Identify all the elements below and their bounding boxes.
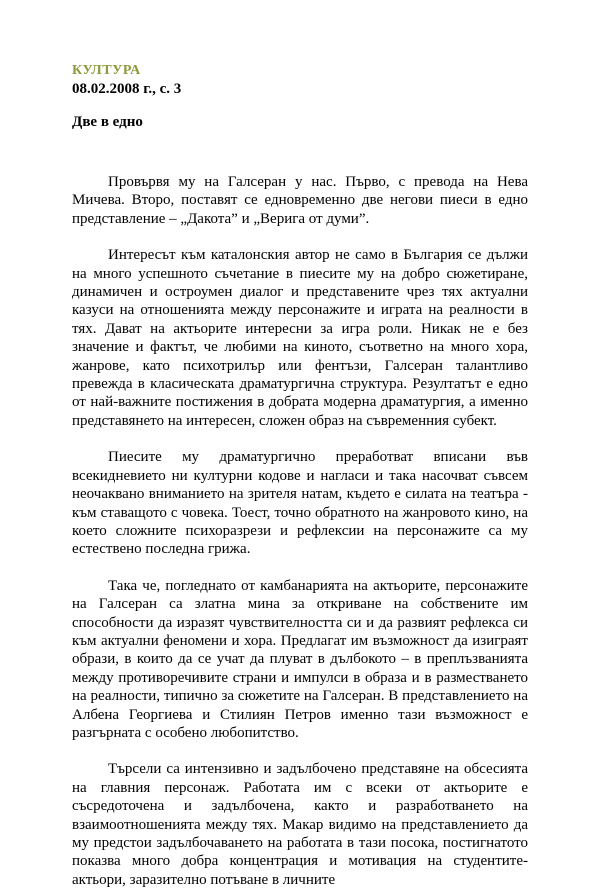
section-logo: КУЛТУРА <box>72 63 141 78</box>
paragraph: Пиесите му драматургично преработват вписани във всекидневието ни културни кодове и нагласи и така насочват съвсем неочаквано вниманието на зрителя натам, където е силата на театъра - към ставащото с човека. Тоест, точно обратното на жанровото кино, на което сложните психоразрези и рефлексии на персонажите са му естествено последна грижа. <box>72 449 528 558</box>
paragraph: Търсели са интензивно и задълбочено представяне на обсесията на главния персонаж. Работата им с всеки от актьорите е съсредоточена и задълбочена, както и разработването на взаимоотношенията между тях. Макар видимо на представлението да му предстои задълбочаването на работата в тази посока, постигнатото показва много добра концентрация и мотивация на студентите-актьори, заразително потъване в личните <box>72 761 528 888</box>
paragraph: Интересът към каталонския автор не само в България се дължи на много успешното съчетание в пиесите му на добро сюжетиране, динамичен и остроумен диалог и представените чрез тях актуални казуси на отношенията между персонажите и играта на реалности в тях. Дават на актьорите интересни за игра роли. Никак не е без значение и фактът, че любими на киното, съответно на много хора, жанрове, като психотрилър или фентъзи, Галсеран талантливо превежда в класическата драматургична структура. Резултатът е едно от най-важните постижения в добрата модерна драматургия, а именно представянето на интересен, сложен образ на съвременния субект. <box>72 247 528 429</box>
article-title: Две в едно <box>72 114 143 130</box>
paragraph: Провървя му на Галсеран у нас. Първо, с превода на Нева Мичева. Второ, поставят се едновременно две негови пиеси в едно представление – „Дакота” и „Верига от думи”. <box>72 174 528 227</box>
article-body <box>72 173 528 889</box>
paragraph: Така че, погледнато от камбанарията на актьорите, персонажите на Галсеран са златна мина за откриване на собствените им способности да изразят чувствителността си и да развият рефлекса си към актуални феномени и хора. Предлагат им възможност да изиграят образи, в които да се учат да плуват в дълбокото – в преплъзванията между противоречивите страни и импулси в образа и в разместването на реалности, типично за сюжетите на Галсеран. В представлението на Албена Георгиева и Стилиян Петров именно тази възможност е разгърната с особено любопитство. <box>72 577 528 741</box>
document-page <box>72 62 528 889</box>
publication-date: 08.02.2008 г., с. 3 <box>72 81 182 97</box>
